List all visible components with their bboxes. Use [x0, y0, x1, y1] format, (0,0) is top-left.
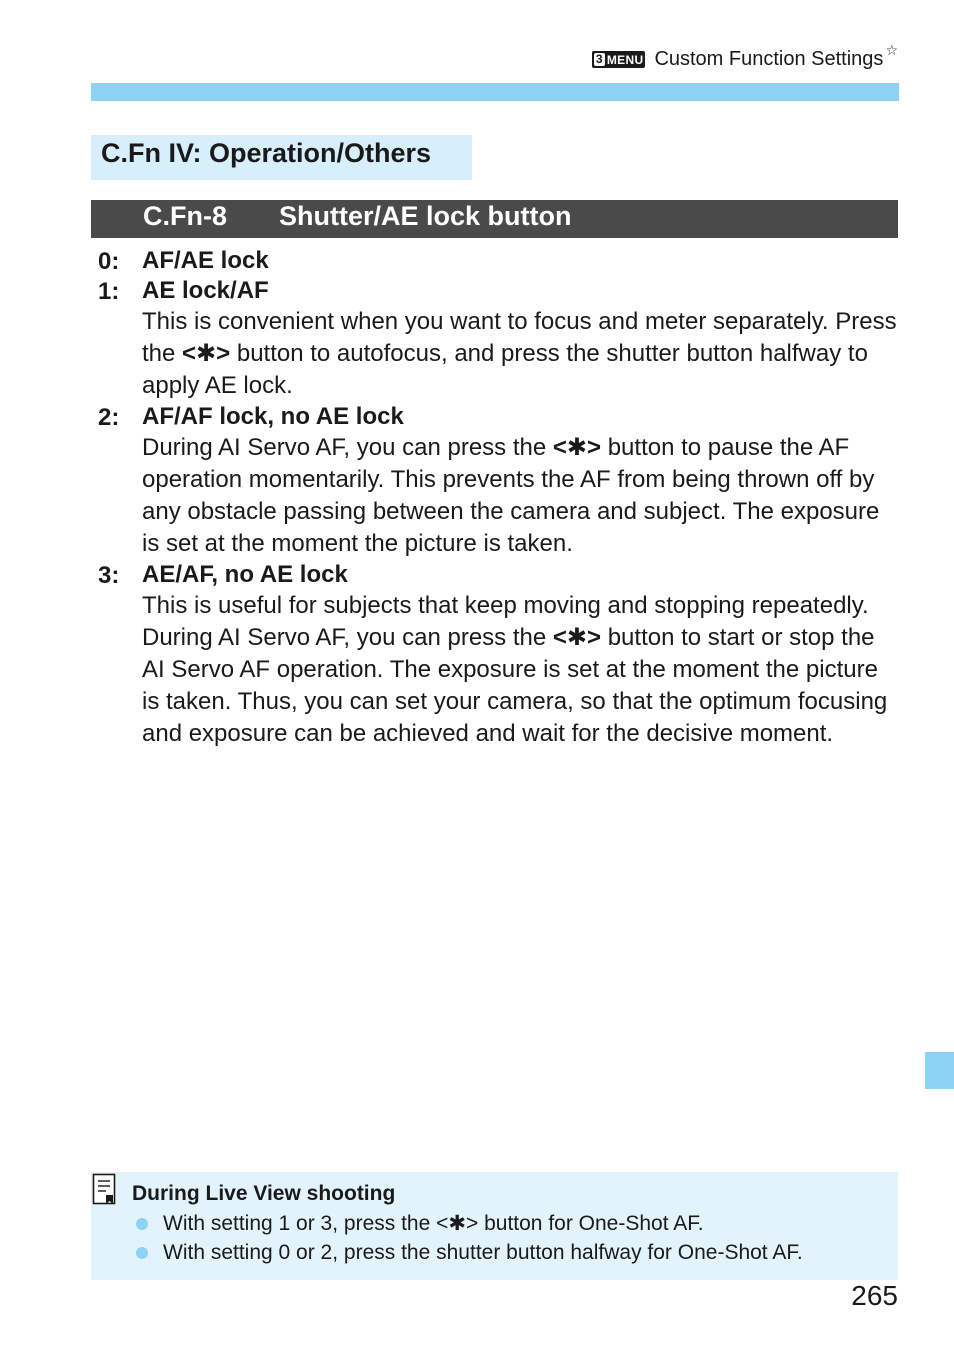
- description-text: During AI Servo AF, you can press the: [142, 434, 553, 461]
- option-number: 1:: [98, 278, 120, 305]
- af-on-button-icon: <✱>: [552, 434, 602, 461]
- menu-tab-label: MENU: [606, 52, 644, 67]
- option-number: 2:: [98, 404, 120, 431]
- note-list: [136, 1209, 803, 1267]
- bullet-icon: [136, 1247, 148, 1259]
- running-header: [592, 42, 898, 71]
- menu-tab-number: 3: [595, 52, 603, 66]
- description-text: button to start or stop the AI Servo AF operation. The exposure is set at the moment the picture is taken. Thus, you can set your camera, so that the optimum focusing and exposure can be achieved and wait for the decisive moment.: [142, 624, 888, 747]
- note-item: [136, 1238, 803, 1267]
- top-accent-bar: [91, 83, 899, 101]
- option-description: [142, 432, 898, 560]
- function-code: C.Fn-8: [143, 201, 227, 231]
- description-text: repeatedly. During AI Servo AF, you can press the: [142, 592, 869, 651]
- note-text: button for One-Shot AF.: [478, 1212, 704, 1235]
- option-description: [142, 306, 898, 402]
- star-icon: ☆: [885, 42, 898, 58]
- option-item: [98, 560, 898, 750]
- header-title: Custom Function Settings: [654, 48, 884, 70]
- option-number: 3:: [98, 562, 120, 589]
- option-title: AF/AE lock: [142, 247, 269, 274]
- section-title: C.Fn IV: Operation/Others: [91, 135, 472, 180]
- description-text: This is useful for subjects that keep moving and stopping: [142, 592, 745, 619]
- option-title: AE lock/AF: [142, 277, 269, 304]
- note-item: [136, 1209, 803, 1238]
- description-text: button to autofocus, and press the shutter button halfway to apply AE lock.: [142, 340, 868, 399]
- function-name: Shutter/AE lock button: [279, 201, 572, 231]
- option-item: [98, 402, 898, 560]
- option-number: 0:: [98, 248, 120, 275]
- af-on-button-icon: <✱>: [552, 624, 602, 651]
- page-number: 265: [851, 1280, 898, 1311]
- note-title: During Live View shooting: [132, 1182, 396, 1205]
- af-on-button-icon: <✱>: [182, 340, 231, 367]
- option-list: [98, 246, 898, 750]
- memo-icon: [91, 1172, 117, 1206]
- note-text: With setting 0 or 2, press the shutter button halfway for One-Shot AF.: [163, 1241, 803, 1264]
- note-box: [91, 1172, 898, 1280]
- description-text: button to pause the AF operation momentarily. This prevents the AF from being thrown off by any obstacle passing between the camera and subject. The exposure is set at the moment the picture is taken.: [142, 434, 880, 557]
- option-description: [142, 590, 898, 750]
- option-item: [98, 246, 898, 276]
- note-text: With setting 1 or 3, press the: [163, 1212, 437, 1235]
- description-text: Press the: [142, 308, 897, 367]
- option-item: [98, 276, 898, 402]
- description-text: This is convenient when you want to focus and meter separately.: [142, 308, 829, 335]
- option-title: AE/AF, no AE lock: [142, 561, 348, 588]
- function-title-bar: [91, 200, 898, 238]
- menu-tab-icon: [592, 51, 646, 68]
- chapter-side-tab: [925, 1052, 954, 1089]
- option-title: AF/AF lock, no AE lock: [142, 403, 404, 430]
- bullet-icon: [136, 1218, 148, 1230]
- af-on-button-icon: <✱>: [436, 1212, 479, 1235]
